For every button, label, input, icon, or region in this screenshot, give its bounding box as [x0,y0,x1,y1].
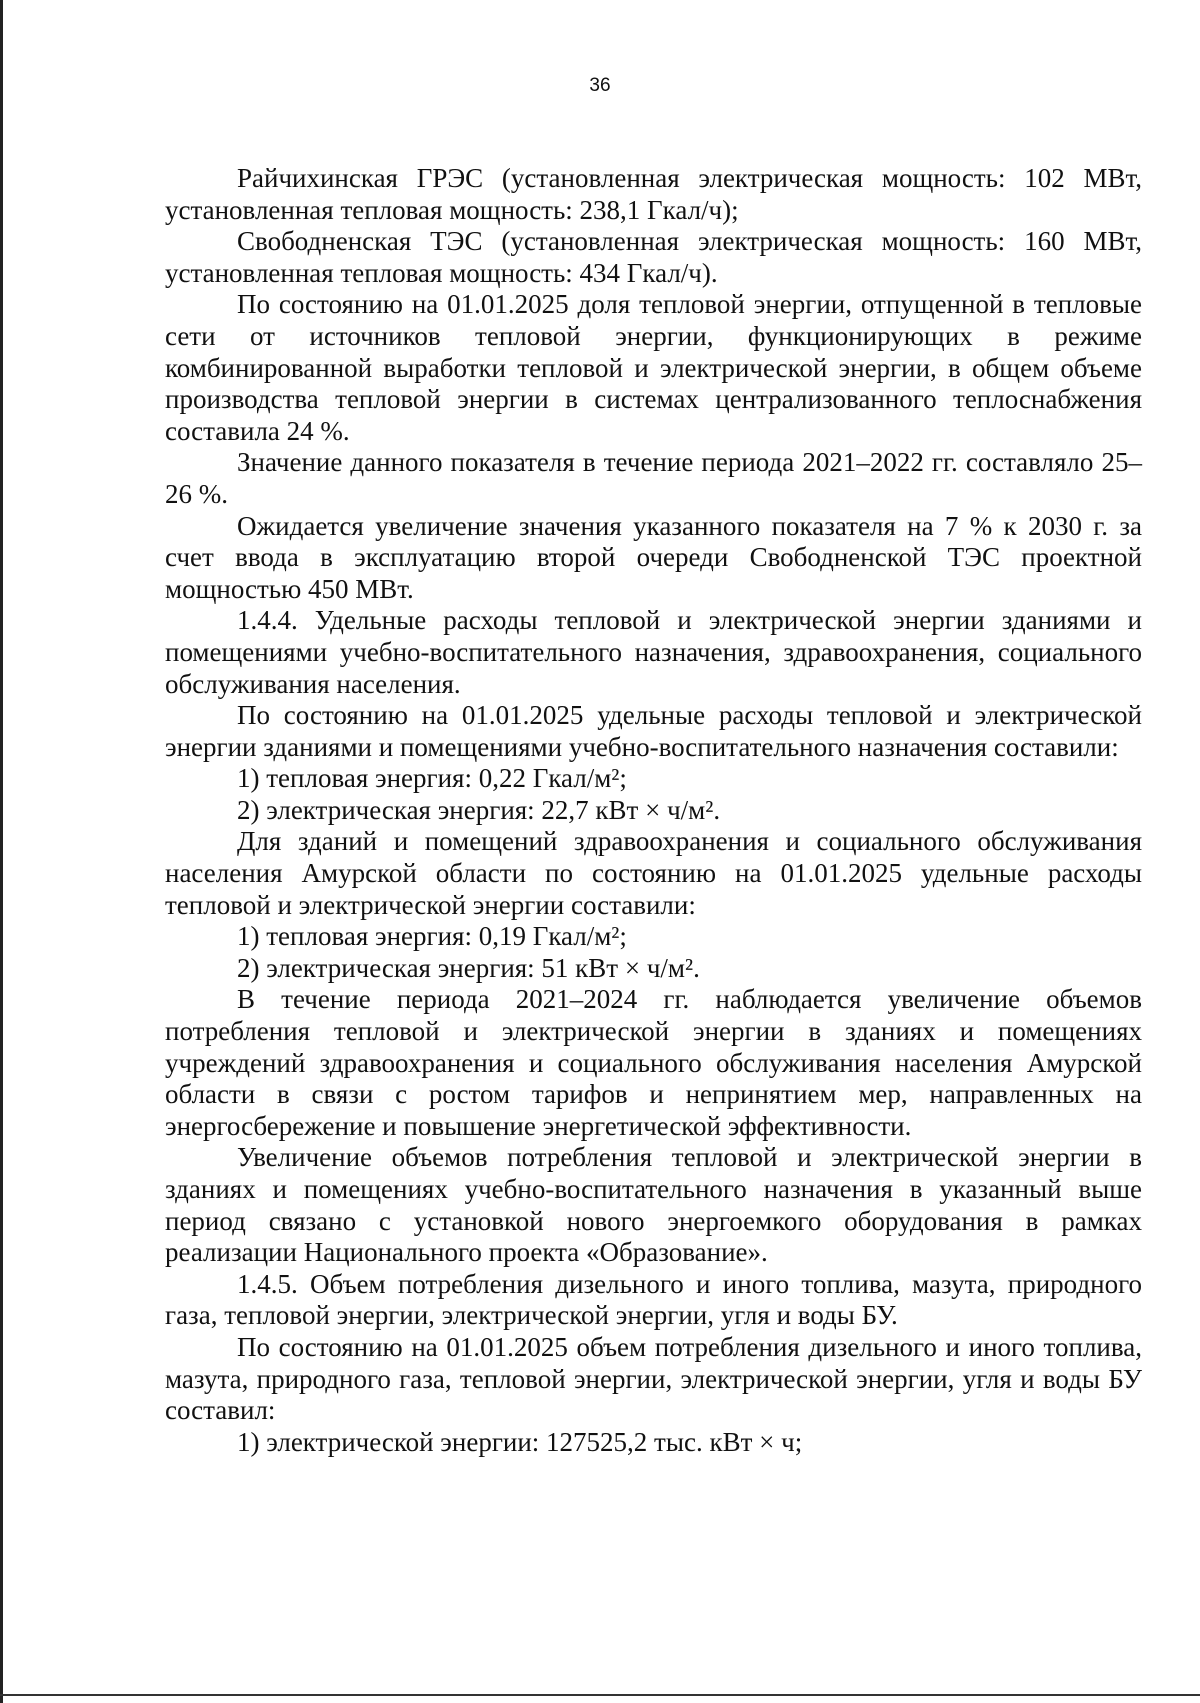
paragraph-raichikhinsk-gres: Райчихинская ГРЭС (установленная электрическая мощность: 102 МВт, установленная тепловая мощность: 238,1 Гкал/ч); [165,163,1142,225]
document-body [165,163,1142,1458]
paragraph-education-growth: Увеличение объемов потребления тепловой и электрической энергии в зданиях и помещениях учебно-воспитательного назначения в указанный выше период связано с установкой нового энергоемкого оборудования в рамках реализации Национального проекта «Образование». [165,1142,1142,1268]
list-item-health-heat: 1) тепловая энергия: 0,19 Гкал/м²; [237,921,627,952]
paragraph-indicator-value: Значение данного показателя в течение периода 2021–2022 гг. составляло 25–26 %. [165,447,1142,509]
scan-edge-bottom [0,1694,1200,1696]
list-item-education-heat: 1) тепловая энергия: 0,22 Гкал/м²; [237,763,627,794]
page-number: 36 [589,75,611,96]
paragraph-health-consumption: Для зданий и помещений здравоохранения и социального обслуживания населения Амурской области по состоянию на 01.01.2025 удельные расходы тепловой и электрической энергии составили: [165,826,1142,920]
paragraph-svobodnensk-tes: Свободненская ТЭС (установленная электрическая мощность: 160 МВт, установленная тепловая мощность: 434 Гкал/ч). [165,226,1142,288]
paragraph-heat-share: По состоянию на 01.01.2025 доля тепловой энергии, отпущенной в тепловые сети от источников тепловой энергии, функционирующих в режиме комбинированной выработки тепловой и электрической энергии, в общем объеме производства тепловой энергии в системах централизованного теплоснабжения составила 24 %. [165,289,1142,446]
scan-edge-left [0,0,3,1703]
list-item-consumption-electric: 1) электрической энергии: 127525,2 тыс. кВт × ч; [237,1426,803,1457]
section-heading-1-4-4: 1.4.4. Удельные расходы тепловой и электрической энергии зданиями и помещениями учебно-воспитательного назначения, здравоохранения, социального обслуживания населения. [165,605,1142,699]
section-heading-1-4-5: 1.4.5. Объем потребления дизельного и иного топлива, мазута, природного газа, тепловой энергии, электрической энергии, угля и воды БУ. [165,1268,1142,1331]
paragraph-expected-increase: Ожидается увеличение значения указанного показателя на 7 % к 2030 г. за счет ввода в эксплуатацию второй очереди Свободненской ТЭС проектной мощностью 450 МВт. [165,510,1142,604]
list-item-education-electric: 2) электрическая энергия: 22,7 кВт × ч/м². [237,794,721,825]
list-item-health-electric: 2) электрическая энергия: 51 кВт × ч/м². [237,952,700,983]
paragraph-bu-consumption: По состоянию на 01.01.2025 объем потребления дизельного и иного топлива, мазута, природного газа, тепловой энергии, электрической энергии, угля и воды БУ составил: [165,1331,1142,1426]
paragraph-consumption-growth: В течение периода 2021–2024 гг. наблюдается увеличение объемов потребления тепловой и электрической энергии в зданиях и помещениях учреждений здравоохранения и социального обслуживания населения Амурской области в связи с ростом тарифов и непринятием мер, направленных на энергосбережение и повышение энергетической эффективности. [165,984,1142,1141]
paragraph-education-consumption: По состоянию на 01.01.2025 удельные расходы тепловой и электрической энергии зданиями и помещениями учебно-воспитательного назначения составили: [165,700,1142,762]
